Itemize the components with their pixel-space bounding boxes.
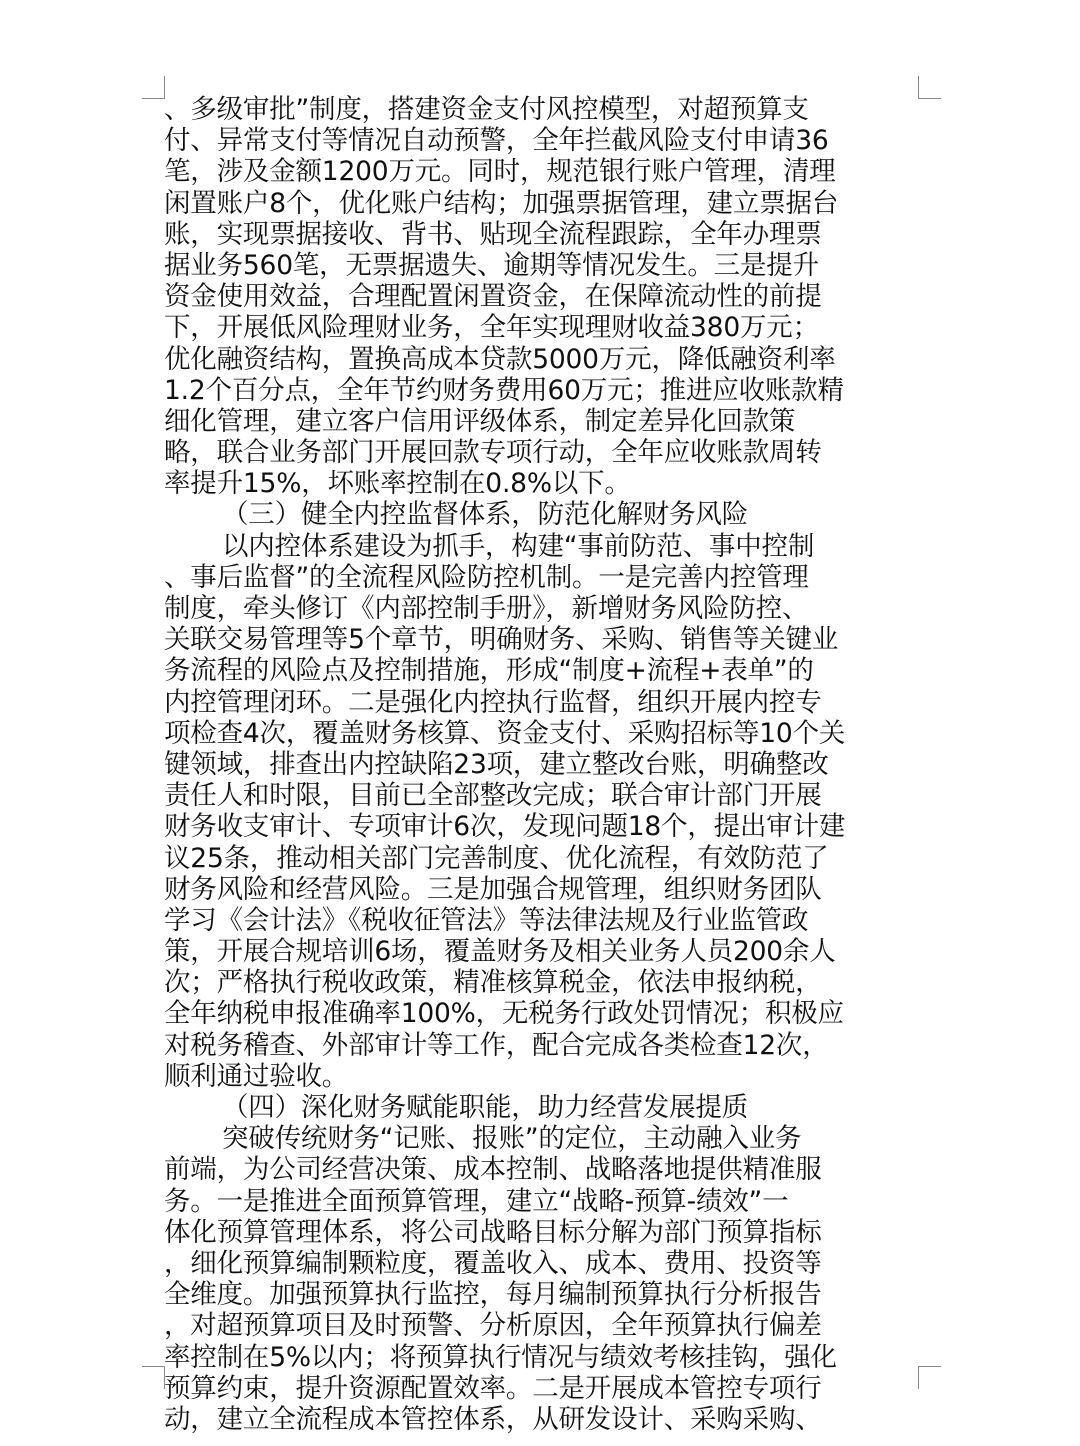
- text-line: ，细化预算编制颗粒度，覆盖收入、成本、费用、投资等: [164, 1247, 822, 1279]
- text-line: 次；严格执行税收政策，精准核算税金，依法申报纳税，: [164, 967, 822, 999]
- text-line: 全维度。加强预算执行监控，每月编制预算执行分析报告: [164, 1279, 822, 1311]
- text-line: 务流程的风险点及控制措施，形成“制度+流程+表单”的: [164, 655, 814, 687]
- text-line: 1.2个百分点，全年节约财务费用60万元；推进应收账款精: [164, 374, 844, 406]
- text-line: 闲置账户8个，优化账户结构；加强票据管理，建立票据台: [164, 187, 839, 219]
- text-line: 议25条，推动相关部门完善制度、优化流程，有效防范了: [164, 842, 829, 874]
- text-line: 据业务560笔，无票据遗失、逾期等情况发生。三是提升: [164, 249, 819, 281]
- text-line: 策，开展合规培训6场，覆盖财务及相关业务人员200余人: [164, 936, 836, 968]
- text-line: 资金使用效益，合理配置闲置资金，在保障流动性的前提: [164, 281, 822, 313]
- text-line: 内控管理闭环。二是强化内控执行监督，组织开展内控专: [164, 686, 822, 718]
- text-line: 细化管理，建立客户信用评级体系，制定差异化回款策: [164, 405, 796, 437]
- page-corner-mark-top-right: [918, 76, 941, 99]
- text-line: 责任人和时限，目前已全部整改完成；联合审计部门开展: [164, 780, 822, 812]
- text-line: 关联交易管理等5个章节，明确财务、采购、销售等关键业: [164, 624, 839, 656]
- text-line: 下，开展低风险理财业务，全年实现理财收益380万元；: [164, 312, 819, 344]
- text-line: 体化预算管理体系，将公司战略目标分解为部门预算指标: [164, 1216, 822, 1248]
- page-corner-mark-bottom-right: [918, 1366, 941, 1389]
- text-line: 对税务稽查、外部审计等工作，配合完成各类检查12次，: [164, 1029, 829, 1061]
- text-line: 、多级审批”制度，搭建资金支付风控模型，对超预算支: [164, 94, 809, 125]
- text-line: 全年纳税申报准确率100%，无税务行政处罚情况；积极应: [164, 998, 844, 1030]
- text-line: 前端，为公司经营决策、成本控制、战略落地提供精准服: [164, 1154, 822, 1186]
- text-line: 率提升15%，坏账率控制在0.8%以下。: [164, 468, 631, 500]
- text-line: ，对超预算项目及时预警、分析原因，全年预算执行偏差: [164, 1310, 822, 1342]
- text-line: 付、异常支付等情况自动预警，全年拦截风险支付申请36: [164, 125, 829, 157]
- text-line: 学习《会计法》《税收征管法》等法律法规及行业监管政: [164, 904, 809, 936]
- text-line: 率控制在5%以内；将预算执行情况与绩效考核挂钩，强化: [164, 1341, 837, 1373]
- text-line: 账，实现票据接收、背书、贴现全流程跟踪，全年办理票: [164, 218, 822, 250]
- text-line: 项检查4次，覆盖财务核算、资金支付、采购招标等10个关: [164, 717, 846, 749]
- text-line: 制度，牵头修订《内部控制手册》，新增财务风险防控、: [164, 593, 809, 624]
- text-line: 以内控体系建设为抓手，构建“事前防范、事中控制: [222, 530, 815, 562]
- text-line: 顺利通过验收。: [164, 1060, 349, 1092]
- section-heading-three: （三）健全内控监督体系，防范化解财务风险: [222, 499, 748, 531]
- document-body: [164, 94, 920, 1435]
- text-line: 预算约束，提升资源配置效率。二是开展成本管控专项行: [164, 1372, 822, 1404]
- text-line: 键领域，排查出内控缺陷23项，建立整改台账，明确整改: [164, 748, 829, 780]
- text-line: 突破传统财务“记账、报账”的定位，主动融入业务: [222, 1123, 802, 1155]
- text-line: 略，联合业务部门开展回款专项行动，全年应收账款周转: [164, 437, 822, 469]
- section-heading-four: （四）深化财务赋能职能，助力经营发展提质: [222, 1092, 748, 1123]
- text-line: 动，建立全流程成本管控体系，从研发设计、采购采购、: [164, 1403, 822, 1435]
- text-line: 、事后监督”的全流程风险防控机制。一是完善内控管理: [164, 561, 809, 593]
- text-line: 财务收支审计、专项审计6次，发现问题18个，提出审计建: [164, 811, 846, 843]
- text-line: 财务风险和经营风险。三是加强合规管理，组织财务团队: [164, 873, 822, 905]
- text-line: 优化融资结构，置换高成本贷款5000万元，降低融资利率: [164, 343, 836, 375]
- text-line: 务。一是推进全面预算管理，建立“战略-预算-绩效”一: [164, 1185, 789, 1217]
- page-corner-mark-top-left: [142, 76, 165, 99]
- text-line: 笔，涉及金额1200万元。同时，规范银行账户管理，清理: [164, 156, 836, 188]
- page-corner-mark-bottom-left: [142, 1366, 165, 1389]
